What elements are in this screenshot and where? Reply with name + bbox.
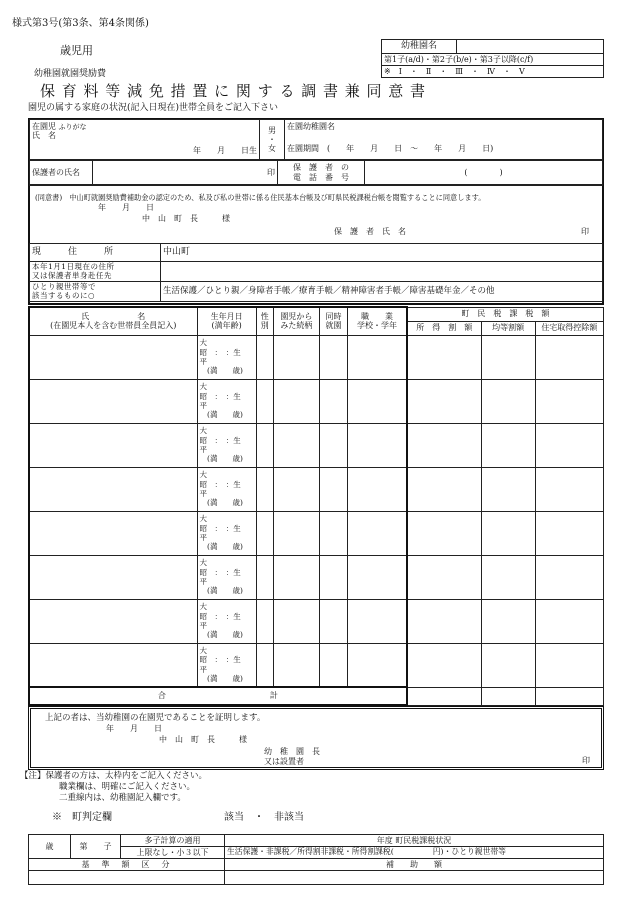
single-parent-label: ひとり親世帯等で 該当するものに○ bbox=[30, 282, 161, 302]
dob-cell[interactable]: 大 昭 ： ：生 平 (満 歳) bbox=[197, 599, 256, 643]
job-cell[interactable] bbox=[348, 467, 407, 511]
age-label: 歳児用 bbox=[60, 44, 93, 57]
housing-cell[interactable] bbox=[535, 599, 603, 643]
header-housing: 住宅取得控除額 bbox=[535, 321, 603, 335]
cohab-cell[interactable] bbox=[319, 511, 348, 555]
sex-cell[interactable] bbox=[256, 379, 273, 423]
tax-detail-options[interactable]: 生活保護・非課税／所得割非課税・所得割課税( 円)・ひとり親世帯等 bbox=[225, 847, 604, 859]
sex-cell[interactable] bbox=[256, 643, 273, 687]
equal-tax-cell[interactable] bbox=[481, 643, 535, 687]
relation-cell[interactable] bbox=[273, 643, 319, 687]
consent-text: (同意書) 中山町就園奨励費補助金の認定のため、私及び私の世帯に係る住民基本台帳及び町県民税課税台帳を閲覧することに同意します。 bbox=[35, 193, 486, 202]
housing-cell[interactable] bbox=[535, 379, 603, 423]
cohab-cell[interactable] bbox=[319, 379, 348, 423]
document-title: 保 育 料 等 減 免 措 置 に 関 す る 調 書 兼 同 意 書 bbox=[40, 82, 427, 100]
total-label: 合 計 bbox=[29, 687, 407, 705]
guardian-table bbox=[29, 160, 603, 185]
subsidy-field[interactable] bbox=[225, 871, 604, 885]
name-cell[interactable] bbox=[29, 423, 197, 467]
table-row bbox=[29, 467, 604, 511]
relation-cell[interactable] bbox=[273, 555, 319, 599]
school-cell[interactable] bbox=[285, 120, 603, 160]
income-tax-cell[interactable] bbox=[407, 599, 481, 643]
child-order: 第1子(a/d)・第2子(b/e)・第3子以降(c/f) bbox=[382, 54, 604, 66]
order-cell[interactable]: 第 子 bbox=[71, 835, 121, 859]
job-cell[interactable] bbox=[348, 643, 407, 687]
kindergarten-name-field[interactable] bbox=[457, 40, 604, 54]
address-table bbox=[29, 243, 603, 302]
table-row bbox=[29, 599, 604, 643]
total-tax-cell[interactable] bbox=[535, 687, 603, 705]
relation-cell[interactable] bbox=[273, 511, 319, 555]
address-value: 中山町 bbox=[163, 247, 191, 258]
january-address-field[interactable] bbox=[161, 262, 603, 282]
multi-child-label: 多子計算の適用 bbox=[121, 835, 225, 847]
enrollment-period: 在園期間 ( 年 月 日 〜 年 月 日) bbox=[287, 144, 494, 154]
dob-cell[interactable]: 大 昭 ： ：生 平 (満 歳) bbox=[197, 335, 256, 379]
cohab-cell[interactable] bbox=[319, 335, 348, 379]
relation-cell[interactable] bbox=[273, 467, 319, 511]
name-cell[interactable] bbox=[29, 467, 197, 511]
name-cell[interactable] bbox=[29, 599, 197, 643]
consent-date[interactable]: 年 月 日 bbox=[98, 203, 154, 212]
upper-limit-option[interactable]: 上限なし・小３以下 bbox=[121, 847, 225, 859]
kindergarten-box bbox=[381, 39, 604, 78]
sex-cell[interactable] bbox=[256, 467, 273, 511]
equal-tax-cell[interactable] bbox=[481, 467, 535, 511]
consent-seal: 印 bbox=[581, 227, 589, 236]
header-dob: 生年月日 (満年齢) bbox=[197, 307, 256, 335]
cohab-cell[interactable] bbox=[319, 599, 348, 643]
sex-cell[interactable] bbox=[256, 335, 273, 379]
judgement-label: ※ 町判定欄 bbox=[52, 812, 112, 823]
name-cell[interactable] bbox=[29, 379, 197, 423]
cohab-cell[interactable] bbox=[319, 467, 348, 511]
note-line-2: 職業欄は、明確にご記入ください。 bbox=[59, 782, 196, 792]
table-row bbox=[29, 555, 604, 599]
form-number: 様式第3号(第3条、第4条関係) bbox=[12, 18, 149, 29]
enrolled-label: 在園児 bbox=[32, 122, 56, 131]
cohab-cell[interactable] bbox=[319, 555, 348, 599]
guardian-phone-label: 保 護 者 の 電 話 番 号 bbox=[278, 161, 365, 185]
equal-tax-cell[interactable] bbox=[481, 423, 535, 467]
income-tax-cell[interactable] bbox=[407, 511, 481, 555]
dob-cell[interactable]: 大 昭 ： ：生 平 (満 歳) bbox=[197, 467, 256, 511]
guardian-phone-field[interactable] bbox=[365, 161, 603, 185]
subsidy-label: 幼稚園就園奨励費 bbox=[34, 69, 107, 79]
table-row bbox=[29, 643, 604, 687]
header-name: 氏 名 (在園児本人を含む世帯員全員記入) bbox=[29, 307, 197, 335]
name-cell[interactable] bbox=[29, 335, 197, 379]
total-tax-cell[interactable] bbox=[407, 687, 481, 705]
school-label: 在園幼稚園名 bbox=[287, 122, 335, 131]
equal-tax-cell[interactable] bbox=[481, 555, 535, 599]
dob-cell[interactable]: 大 昭 ： ：生 平 (満 歳) bbox=[197, 511, 256, 555]
table-row bbox=[29, 511, 604, 555]
guardian-name-label: 保護者の氏名 bbox=[30, 161, 93, 185]
certificate-issuer: 幼 稚 園 長 又は設置者 bbox=[264, 747, 320, 766]
guardian-seal: 印 bbox=[267, 167, 275, 177]
housing-cell[interactable] bbox=[535, 335, 603, 379]
equal-tax-cell[interactable] bbox=[481, 511, 535, 555]
sex-cell[interactable] bbox=[256, 511, 273, 555]
relation-cell[interactable] bbox=[273, 379, 319, 423]
consent-section bbox=[29, 185, 603, 244]
rank-options: ※ Ⅰ ・ Ⅱ ・ Ⅲ ・ Ⅳ ・ Ⅴ bbox=[382, 66, 604, 78]
consent-signer-label: 保 護 者 氏 名 bbox=[334, 227, 406, 236]
base-class-field[interactable] bbox=[29, 871, 225, 885]
certificate-section bbox=[28, 706, 604, 770]
certificate-addressee: 中 山 町 長 様 bbox=[159, 735, 247, 744]
single-parent-options[interactable]: 生活保護／ひとり親／身障者手帳／療育手帳／精神障害者手帳／障害基礎年金／その他 bbox=[161, 282, 603, 302]
relation-cell[interactable] bbox=[273, 423, 319, 467]
equal-tax-cell[interactable] bbox=[481, 335, 535, 379]
income-tax-cell[interactable] bbox=[407, 467, 481, 511]
housing-cell[interactable] bbox=[535, 555, 603, 599]
consent-addressee: 中 山 町 長 様 bbox=[142, 214, 230, 223]
subsidy-label-cell: 補 助 額 bbox=[225, 859, 604, 871]
header-cohab: 同時 就園 bbox=[319, 307, 348, 335]
name-cell[interactable] bbox=[29, 555, 197, 599]
name-cell[interactable] bbox=[29, 511, 197, 555]
judgement-table bbox=[28, 834, 604, 885]
income-tax-cell[interactable] bbox=[407, 643, 481, 687]
equal-tax-cell[interactable] bbox=[481, 599, 535, 643]
equal-tax-cell[interactable] bbox=[481, 379, 535, 423]
base-class-label: 基 準 額 区 分 bbox=[29, 859, 225, 871]
table-row bbox=[29, 335, 604, 379]
tax-status-label: 年度 町民税課税状況 bbox=[225, 835, 604, 847]
housing-cell[interactable] bbox=[535, 643, 603, 687]
certificate-seal: 印 bbox=[582, 756, 590, 765]
table-row bbox=[29, 379, 604, 423]
sex-cell[interactable] bbox=[256, 555, 273, 599]
header-tax-title: 町 民 税 課 税 額 bbox=[407, 307, 604, 321]
table-row bbox=[29, 423, 604, 467]
job-cell[interactable] bbox=[348, 423, 407, 467]
note-line-3: 二重線内は、幼稚園記入欄です。 bbox=[59, 793, 186, 803]
phone-parens: ( ) bbox=[464, 167, 503, 177]
sex-cell[interactable] bbox=[256, 423, 273, 467]
dob-cell[interactable]: 大 昭 ： ：生 平 (満 歳) bbox=[197, 423, 256, 467]
housing-cell[interactable] bbox=[535, 511, 603, 555]
child-name-label: 氏 名 bbox=[32, 131, 56, 141]
header-relation: 園児から みた続柄 bbox=[273, 307, 319, 335]
guardian-name-field[interactable] bbox=[93, 161, 278, 185]
name-cell[interactable] bbox=[29, 643, 197, 687]
relation-cell[interactable] bbox=[273, 335, 319, 379]
income-tax-cell[interactable] bbox=[407, 555, 481, 599]
total-tax-cell[interactable] bbox=[481, 687, 535, 705]
job-cell[interactable] bbox=[348, 599, 407, 643]
sex-cell[interactable] bbox=[256, 599, 273, 643]
certificate-text: 上記の者は、当幼稚園の在園児であることを証明します。 bbox=[45, 713, 266, 723]
judgement-options[interactable]: 該当 ・ 非該当 bbox=[224, 812, 304, 823]
dob-cell[interactable]: 大 昭 ： ：生 平 (満 歳) bbox=[197, 555, 256, 599]
total-row bbox=[29, 687, 604, 705]
job-cell[interactable] bbox=[348, 511, 407, 555]
header-job: 職 業 学校・学年 bbox=[348, 307, 407, 335]
income-tax-cell[interactable] bbox=[407, 379, 481, 423]
income-tax-cell[interactable] bbox=[407, 335, 481, 379]
dob-cell[interactable]: 大 昭 ： ：生 平 (満 歳) bbox=[197, 643, 256, 687]
address-label: 現 住 所 bbox=[30, 244, 161, 262]
certificate-date[interactable]: 年 月 日 bbox=[106, 724, 162, 733]
relation-cell[interactable] bbox=[273, 599, 319, 643]
header-equal-tax: 均等割額 bbox=[481, 321, 535, 335]
dob-cell[interactable]: 大 昭 ： ：生 平 (満 歳) bbox=[197, 379, 256, 423]
child-name-cell[interactable] bbox=[30, 120, 260, 160]
child-dob: 年 月 日生 bbox=[193, 146, 257, 156]
job-cell[interactable] bbox=[348, 555, 407, 599]
furigana-label: ふりがな bbox=[58, 123, 87, 131]
housing-cell[interactable] bbox=[535, 423, 603, 467]
address-field[interactable] bbox=[161, 244, 603, 262]
job-cell[interactable] bbox=[348, 379, 407, 423]
cohab-cell[interactable] bbox=[319, 423, 348, 467]
housing-cell[interactable] bbox=[535, 467, 603, 511]
instruction-text: 園児の属する家庭の状況(記入日現在)世帯全員をご記入下さい bbox=[28, 103, 279, 113]
note-line-1: 【注】保護者の方は、太枠内をご記入ください。 bbox=[20, 771, 208, 781]
income-tax-cell[interactable] bbox=[407, 423, 481, 467]
child-sex[interactable]: 男 ・ 女 bbox=[260, 120, 285, 160]
household-table bbox=[28, 306, 604, 706]
age-cell[interactable]: 歳 bbox=[29, 835, 71, 859]
child-info-table bbox=[29, 119, 603, 160]
kindergarten-name-label: 幼稚園名 bbox=[382, 40, 457, 54]
header-sex: 性 別 bbox=[256, 307, 273, 335]
job-cell[interactable] bbox=[348, 335, 407, 379]
january-address-label: 本年1月1日現在の住所 又は保護者単身赴任先 bbox=[30, 262, 161, 282]
cohab-cell[interactable] bbox=[319, 643, 348, 687]
header-income-tax: 所 得 割 額 bbox=[407, 321, 481, 335]
